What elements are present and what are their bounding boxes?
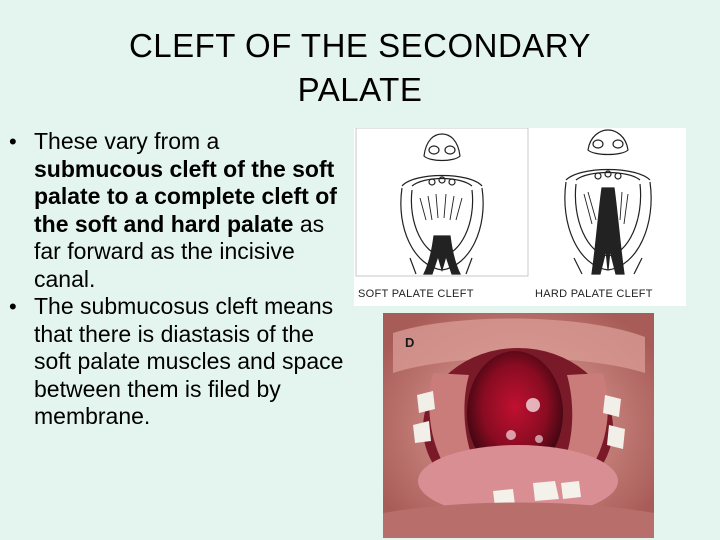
soft-palate-sketch	[356, 128, 528, 276]
cleft-palate-photo	[383, 313, 654, 538]
slide-title	[60, 24, 660, 112]
bullet-item	[6, 293, 351, 431]
photo-panel-label: D	[405, 335, 415, 350]
hard-palate-caption: HARD PALATE CLEFT	[535, 288, 653, 300]
bullet-list	[6, 128, 351, 431]
bullet-item	[6, 128, 351, 293]
title-line-1: CLEFT OF THE SECONDARY	[128, 27, 592, 64]
palate-sketches	[354, 128, 686, 288]
mouth-illustration	[383, 313, 654, 538]
title-line-2: PALATE	[297, 71, 423, 108]
soft-palate-caption: SOFT PALATE CLEFT	[358, 288, 474, 300]
palate-cleft-diagram	[354, 128, 686, 306]
bullet-text-bold: submucous cleft of the soft palate to a complete cleft of the soft and hard palate	[34, 155, 337, 237]
bullet-marker: •	[9, 294, 17, 319]
bullet-text: The submucosus cleft means that there is diastasis of the soft palate muscles and space between them is filed by membrane.	[34, 293, 344, 429]
hard-palate-sketch	[565, 130, 651, 274]
bullet-text-rest: as far forward as the incisive canal.	[34, 210, 325, 292]
bullet-marker: •	[9, 129, 17, 154]
bullet-text-intro: These vary from a	[34, 128, 220, 154]
